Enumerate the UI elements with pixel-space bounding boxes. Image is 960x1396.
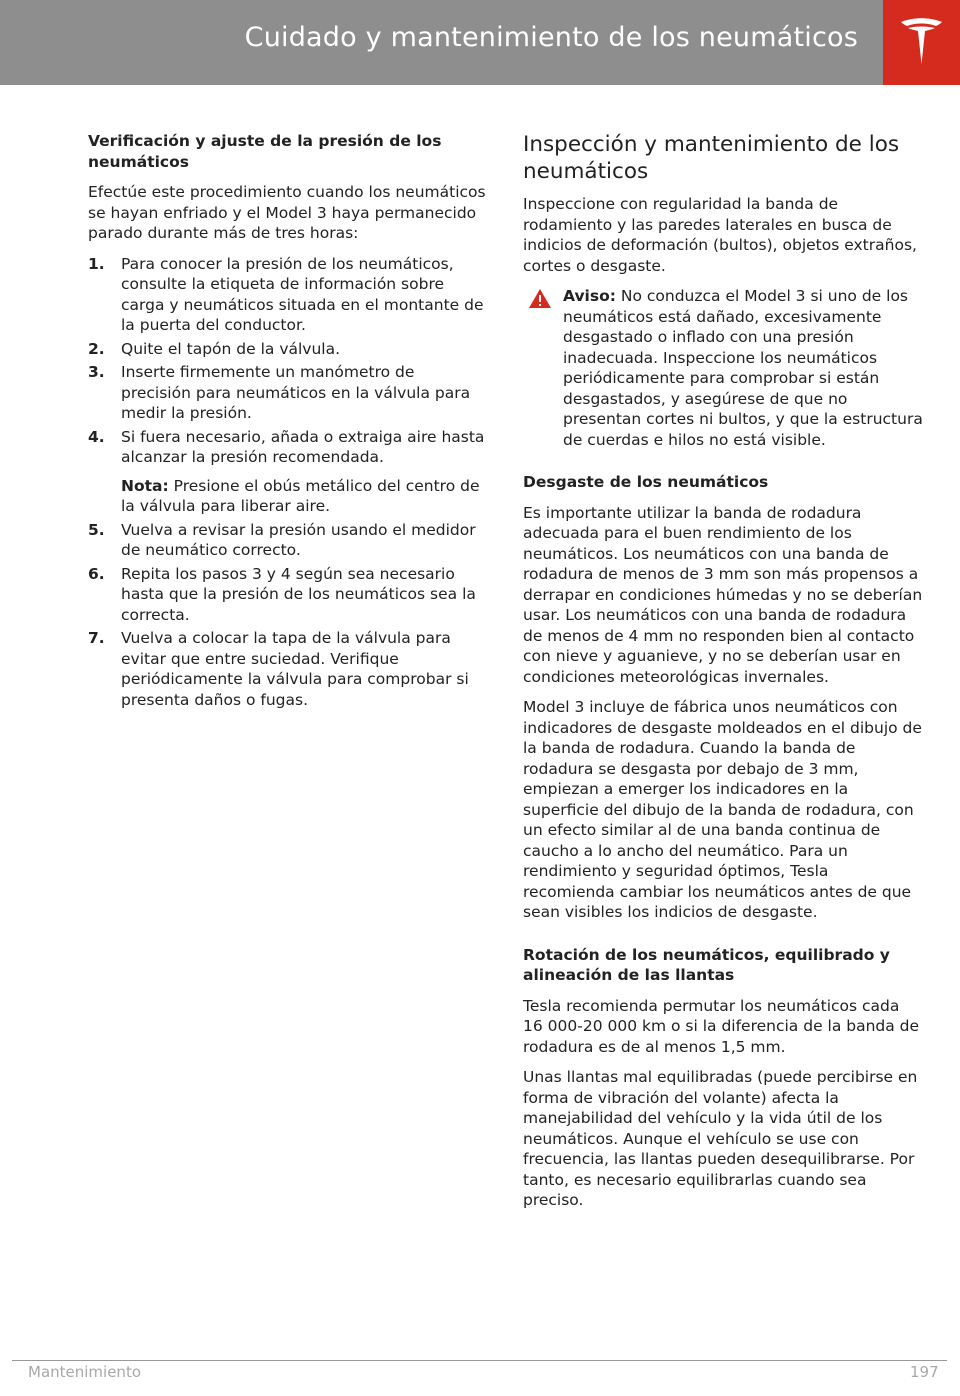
tesla-logo-box: [883, 0, 960, 85]
right-column: [523, 131, 923, 1221]
step-number: 4.: [88, 427, 105, 446]
warning-label: Aviso:: [563, 287, 616, 305]
step-number: 6.: [88, 564, 105, 583]
step-item: [88, 362, 488, 424]
step-number: 1.: [88, 254, 105, 273]
step-item: [88, 628, 488, 710]
pressure-heading: Verificación y ajuste de la presión de los neumáticos: [88, 132, 442, 171]
step-number: 5.: [88, 520, 105, 539]
page-number: 197: [910, 1363, 939, 1381]
step-item: [88, 564, 488, 626]
footer-divider: [12, 1360, 947, 1361]
page-header: [0, 0, 960, 85]
page-title: Cuidado y mantenimiento de los neumáticos: [244, 22, 858, 53]
wear-heading: Desgaste de los neumáticos: [523, 473, 769, 491]
step-text: Vuelva a revisar la presión usando el medidor de neumático correcto.: [121, 520, 476, 559]
warning-text: No conduzca el Model 3 si uno de los neumáticos está dañado, excesivamente desgastado o inflado con una presión inadecuada. Inspeccione los neumáticos periódicamente para comprobar si están desgastados, y asegúrese de que no presentan cortes ni bultos, y que la estructura de cuerdas e hilos no está visible.: [563, 287, 923, 449]
step-item: [88, 520, 488, 561]
step-text: Repita los pasos 3 y 4 según sea necesario hasta que la presión de los neumáticos sea la correcta.: [121, 564, 476, 624]
step-number: 7.: [88, 629, 105, 647]
wear-paragraph: Model 3 incluye de fábrica unos neumáticos con indicadores de desgaste moldeados en el dibujo de la banda de rodadura. Cuando la banda de rodadura se desgasta por debajo de 3 mm, empiezan a emerger los indicadores en la superficie del dibujo de la banda de rodadura, con un efecto similar al de una banda continua de caucho a lo ancho del neumático. Para un rendimiento y seguridad óptimos, Tesla recomienda cambiar los neumáticos antes de que sean visibles los indicios de desgaste.: [523, 698, 922, 921]
wear-paragraph: Es importante utilizar la banda de rodadura adecuada para el buen rendimiento de los neumáticos. Los neumáticos con una banda de rodadura de menos de 3 mm son más propensos a derrapar en condiciones húmedas y no se deberían usar. Los neumáticos con una banda de rodadura de menos de 4 mm no responden bien al contacto con nieve y aguanieve, y no se deberían usar en condiciones meteorológicas invernales.: [523, 503, 923, 686]
step-text: Si fuera necesario, añada o extraiga aire hasta alcanzar la presión recomendada.: [121, 427, 485, 466]
step-text: Para conocer la presión de los neumáticos, consulte la etiqueta de información sobre carga y neumáticos situada en el montante de la puerta del conductor.: [121, 254, 484, 334]
pressure-steps: [88, 254, 488, 711]
warning-block: [523, 286, 923, 450]
step-item: [88, 427, 488, 517]
note-label: Nota:: [121, 476, 169, 495]
rotation-heading: Rotación de los neumáticos, equilibrado y alineación de las llantas: [523, 945, 890, 984]
step-item: [88, 339, 488, 360]
pressure-intro: Efectúe este procedimiento cuando los neumáticos se hayan enfriado y el Model 3 haya permanecido parado durante más de tres horas:: [88, 183, 486, 242]
step-item: [88, 254, 488, 336]
note-block: [121, 476, 488, 517]
tesla-logo-icon: [899, 16, 944, 66]
footer-section: Mantenimiento: [28, 1363, 141, 1381]
left-column: [88, 131, 488, 713]
inspection-title: Inspección y mantenimiento de los neumáticos: [523, 132, 900, 184]
step-text: Inserte firmemente un manómetro de precisión para neumáticos en la válvula para medir la presión.: [121, 363, 471, 422]
step-text: Vuelva a colocar la tapa de la válvula para evitar que entre suciedad. Verifique periódicamente la válvula para comprobar si presenta daños o fugas.: [121, 629, 469, 709]
rotation-paragraph: Tesla recomienda permutar los neumáticos cada 16 000-20 000 km o si la diferencia de la banda de rodadura es de al menos 1,5 mm.: [523, 996, 920, 1056]
step-text: Quite el tapón de la válvula.: [121, 339, 341, 358]
note-text: Presione el obús metálico del centro de la válvula para liberar aire.: [121, 476, 480, 515]
inspection-intro: Inspeccione con regularidad la banda de rodamiento y las paredes laterales en busca de indicios de deformación (bultos), objetos extraños, cortes o desgaste.: [523, 195, 917, 275]
rotation-paragraph: Unas llantas mal equilibradas (puede percibirse en forma de vibración del volante) afecta la manejabilidad del vehículo y la vida útil de los neumáticos. Aunque el vehículo se use con frecuencia, las llantas pueden desequilibrarse. Por tanto, es necesario equilibrarlas cuando sea preciso.: [523, 1068, 918, 1209]
warning-triangle-icon: [528, 288, 552, 309]
step-number: 2.: [88, 339, 105, 358]
step-number: 3.: [88, 363, 105, 381]
